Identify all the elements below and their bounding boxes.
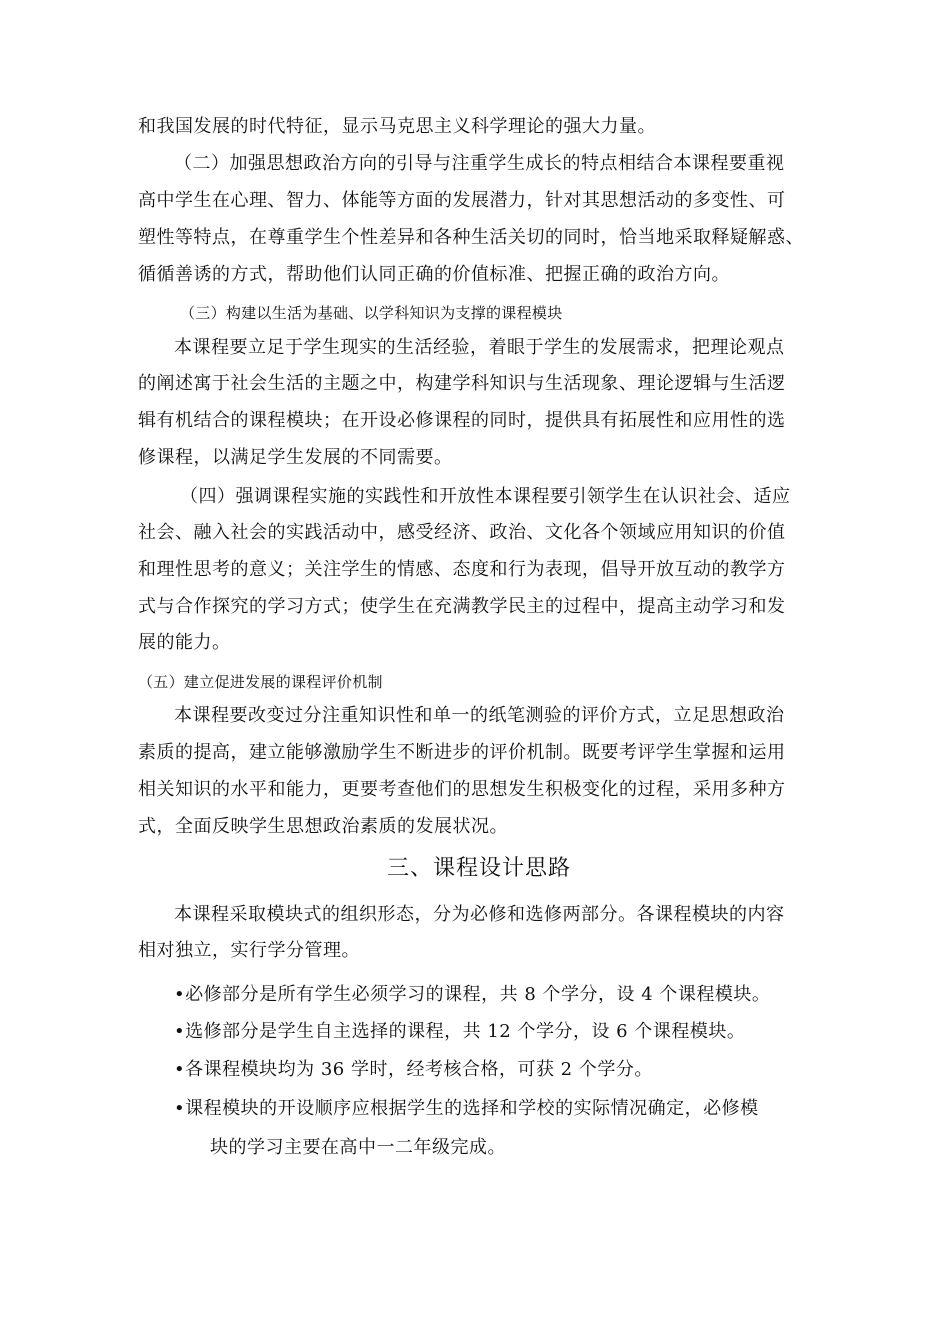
paragraph-line: 修课程，以满足学生发展的不同需要。 xyxy=(138,447,453,468)
paragraph-line: 和我国发展的时代特征，显示马克思主义科学理论的强大力量。 xyxy=(138,116,656,137)
bullet-item: •各课程模块均为 36 学时，经考核合格，可获 2 个学分。 xyxy=(174,1059,653,1080)
paragraph-line: 本课程要改变过分注重知识性和单一的纸笔测验的评价方式，立足思想政治 xyxy=(174,705,785,726)
paragraph-line: 高中学生在心理、智力、体能等方面的发展潜力，针对其思想活动的多变性、可 xyxy=(138,190,786,211)
paragraph-line: 相对独立，实行学分管理。 xyxy=(138,940,360,961)
paragraph-line: 和理性思考的意义；关注学生的情感、态度和行为表现，倡导开放互动的教学方 xyxy=(138,559,786,580)
paragraph-line: 社会、融入社会的实践活动中，感受经济、政治、文化各个领域应用知识的价值 xyxy=(138,522,786,543)
paragraph-line: 素质的提高，建立能够激励学生不断进步的评价机制。既要考评学生掌握和运用 xyxy=(138,742,786,763)
paragraph-line: 式，全面反映学生思想政治素质的发展状况。 xyxy=(138,816,508,837)
section-heading-4-line: （四）强调课程实施的实践性和开放性本课程要引领学生在认识社会、适应 xyxy=(180,486,791,507)
bullet-item: •选修部分是学生自主选择的课程，共 12 个学分，设 6 个课程模块。 xyxy=(174,1021,746,1042)
section-heading-5: （五）建立促进发展的课程评价机制 xyxy=(138,673,383,691)
section-heading-3: （三）构建以生活为基础、以学科知识为支撑的课程模块 xyxy=(180,304,563,322)
bullet-item: •课程模块的开设顺序应根据学生的选择和学校的实际情况确定，必修模 xyxy=(174,1098,759,1119)
section-heading-2-line: （二）加强思想政治方向的引导与注重学生成长的特点相结合本课程要重视 xyxy=(174,153,785,174)
paragraph-line: 塑性等特点，在尊重学生个性差异和各种生活关切的同时，恰当地采取释疑解惑、 xyxy=(138,227,804,248)
paragraph-line: 本课程要立足于学生现实的生活经验，着眼于学生的发展需求，把理论观点 xyxy=(174,337,785,358)
paragraph-line: 展的能力。 xyxy=(138,632,231,653)
paragraph-line: 相关知识的水平和能力，更要考查他们的思想发生积极变化的过程，采用多种方 xyxy=(138,779,786,800)
paragraph-line: 式与合作探究的学习方式；使学生在充满教学民主的过程中，提高主动学习和发 xyxy=(138,596,786,617)
paragraph-line: 本课程采取模块式的组织形态，分为必修和选修两部分。各课程模块的内容 xyxy=(174,904,785,925)
bullet-item: •必修部分是所有学生必须学习的课程，共 8 个学分，设 4 个课程模块。 xyxy=(174,984,771,1005)
chapter-heading: 三、课程设计思路 xyxy=(387,856,572,881)
paragraph-line: 的阐述寓于社会生活的主题之中，构建学科知识与生活现象、理论逻辑与生活逻 xyxy=(138,373,786,394)
bullet-item-continuation: 块的学习主要在高中一二年级完成。 xyxy=(210,1137,506,1158)
paragraph-line: 辑有机结合的课程模块；在开设必修课程的同时，提供具有拓展性和应用性的选 xyxy=(138,410,786,431)
paragraph-line: 循循善诱的方式，帮助他们认同正确的价值标准、把握正确的政治方向。 xyxy=(138,264,730,285)
